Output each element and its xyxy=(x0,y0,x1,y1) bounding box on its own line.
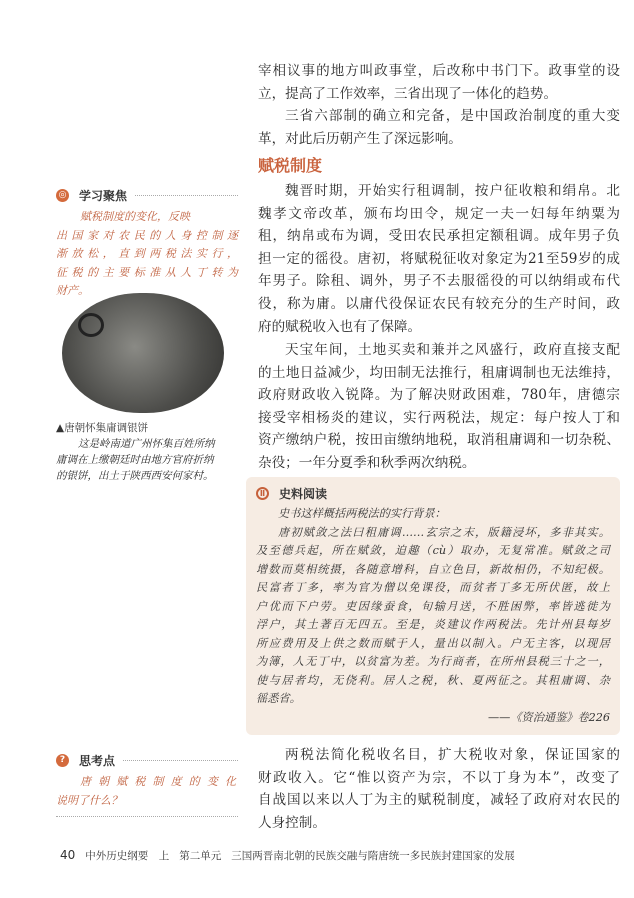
focus-line: 征税的主要标准从人丁转为 xyxy=(56,265,238,279)
source-line: 徭悉省。 xyxy=(256,692,301,705)
page-footer xyxy=(60,848,525,863)
source-line: 及至德兵起，所在赋敛，迫趣（cù）取办，无复常准。赋敛之司 xyxy=(256,544,610,557)
intro-text xyxy=(258,60,620,150)
caption-line: 庸调在上缴朝廷时由地方官府折纳 xyxy=(56,454,214,466)
source-line: 所应费用及上供之数而赋于人，量出以制入。户无主客，以现居 xyxy=(256,636,610,650)
source-line: 唐初赋敛之法曰租庸调……玄宗之末，版籍浸坏，多非其实。 xyxy=(278,525,610,539)
text-line: 自战国以来以人丁为主的赋税制度，减轻了政府对农民的 xyxy=(258,792,620,809)
text-line: 役，称为庸。以庸代役保证农民有较充分的生产时间，政 xyxy=(258,295,620,312)
source-line: 使与居者均，无侥利。居人之税，秋、夏两征之。其租庸调、杂 xyxy=(256,673,610,687)
target-icon: ◎ xyxy=(56,189,69,202)
text-line: 财政收入。它“惟以资产为宗，不以丁身为本”，改变了 xyxy=(258,769,620,786)
text-line: 杂役；一年分夏季和秋季两次纳税。 xyxy=(258,454,476,471)
chapter-title: 三国两晋南北朝的民族交融与隋唐统一多民族封建国家的发展 xyxy=(231,850,515,862)
text-line: 政府财政收入锐降。为了解决财政困难，780年，唐德宗 xyxy=(258,387,620,404)
focus-line: 出国家对农民的人身控制逐 xyxy=(56,228,238,242)
focus-line: 财产。 xyxy=(56,284,89,297)
silver-cake-image xyxy=(62,293,224,413)
source-line: 民富者丁多，率为官为僧以免课役，而贫者丁多无所伏匿，故上 xyxy=(256,581,610,594)
text-line: 魏孝文帝改革，颁布均田令，规定一夫一妇每年纳粟为 xyxy=(258,205,620,222)
caption-title: ▲唐朝怀集庸调银饼 xyxy=(56,422,149,434)
paragraph-1 xyxy=(258,180,620,338)
text-line: 天宝年间，土地买卖和兼并之风盛行，政府直接支配 xyxy=(285,342,620,358)
text-line: 租，纳帛或布为调，受田农民承担定额租调。成年男子负 xyxy=(258,228,620,245)
text-line: 两税法简化税收名目，扩大税收对象，保证国家的 xyxy=(285,747,620,763)
think-title: 思考点 xyxy=(79,754,116,768)
section-title: 赋税制度 xyxy=(258,156,323,175)
source-citation: ——《资治通鉴》卷226 xyxy=(487,710,610,724)
text-line: 魏晋时期，开始实行租调制，按户征收粮和绢帛。北 xyxy=(285,183,620,199)
focus-line: 赋税制度的变化，反映 xyxy=(80,210,190,223)
text-line: 接受宰相杨炎的建议，实行两税法，规定：每户按人丁和 xyxy=(258,409,620,426)
source-line: 户优而下户劳。吏因缘蚕食，旬输月送，不胜困弊，率皆逃徙为 xyxy=(256,599,610,613)
caption-line: 的银饼，出土于陕西西安何家村。 xyxy=(56,470,214,482)
text-line: 三省六部制的确立和完备，是中国政治制度的重大变 xyxy=(285,108,620,125)
focus-line: 渐放松，直到两税法实行， xyxy=(56,247,238,260)
text-line: 宰相议事的地方叫政事堂，后改称中书门下。政事堂的设 xyxy=(258,63,620,79)
text-line: 人身控制。 xyxy=(258,814,326,831)
page-number: 40 xyxy=(60,848,76,862)
source-line: 浮户，其土著百无四五。至是，炎建议作两税法。先计州县每岁 xyxy=(256,618,610,631)
source-reading-box xyxy=(246,477,620,735)
book-icon: Ⅱ xyxy=(256,487,269,500)
caption-line: 这是岭南道广州怀集百姓所纳 xyxy=(78,438,215,450)
paragraph-3 xyxy=(258,744,620,834)
focus-title: 学习聚焦 xyxy=(79,189,128,203)
think-line: 说明了什么？ xyxy=(56,793,122,807)
source-title: 史料阅读 xyxy=(279,486,328,501)
paragraph-2 xyxy=(258,339,620,475)
unit-label: 第二单元 xyxy=(179,850,222,862)
text-line: 资产缴纳户税，按田亩缴纳地税，取消租庸调和一切杂税、 xyxy=(258,432,620,449)
text-line: 府的赋税收入也有了保障。 xyxy=(258,318,422,335)
think-point-box xyxy=(56,752,238,817)
figure-caption xyxy=(56,420,238,484)
text-line: 革，对此后历朝产生了深远影响。 xyxy=(258,130,462,147)
source-line: 为簿，人无丁中，以贫富为差。为行商者，在所州县税三十之一， xyxy=(256,655,610,668)
learning-focus-box xyxy=(56,187,238,301)
text-line: 担一定的徭役。唐初，将赋税征收对象定为21至59岁的成 xyxy=(258,250,620,267)
think-line: 唐朝赋税制度的变化 xyxy=(80,775,238,788)
text-line: 年男子。除租、调外，男子不去服徭役的可以纳绢或布代 xyxy=(258,273,620,290)
source-line: 史书这样概括两税法的实行背景： xyxy=(278,507,446,520)
text-line: 立，提高了工作效率，三省出现了一体化的趋势。 xyxy=(258,85,558,102)
question-icon: ? xyxy=(56,754,69,767)
book-title: 中外历史纲要 上 xyxy=(85,850,170,862)
text-line: 的土地日益减少，均田制无法推行，租庸调制也无法维持， xyxy=(258,364,620,381)
source-line: 增数而莫相统摄，各随意增科，自立色目，新故相仍，不知纪极。 xyxy=(256,562,610,576)
